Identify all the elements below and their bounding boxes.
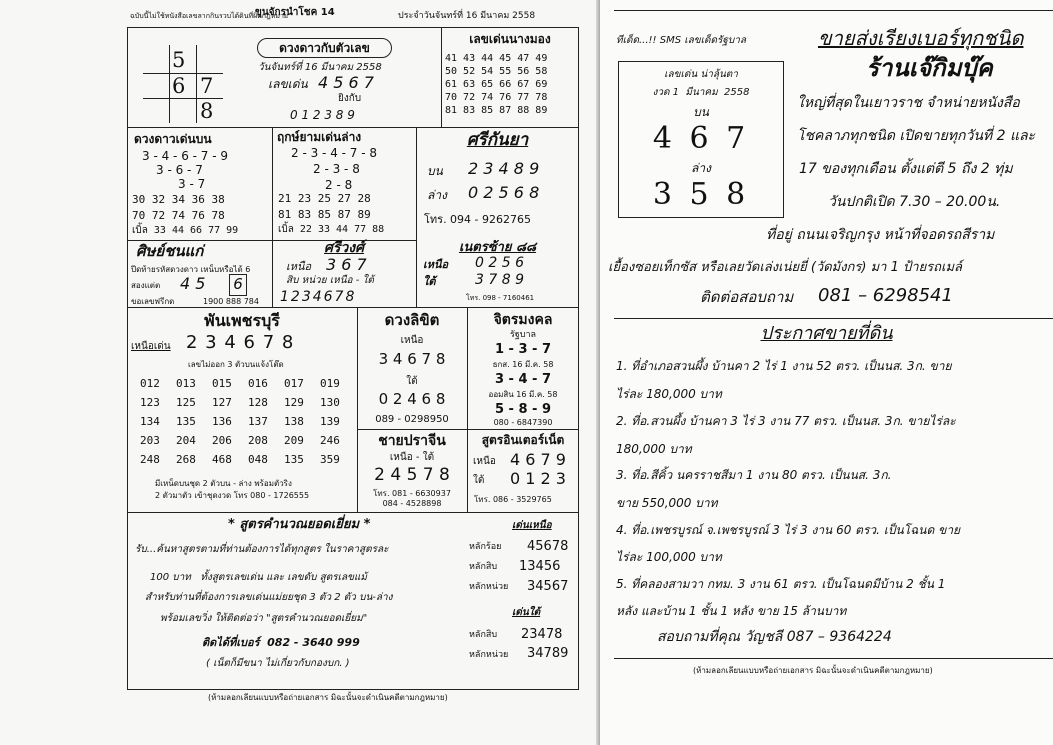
duanglikit-bottom-label: ใต้: [406, 376, 418, 387]
land-contact: สอบถามที่คุณ วัญชลี 087 – 9364224: [657, 629, 892, 645]
divider: [127, 127, 579, 128]
sms-top-label: บน: [693, 105, 709, 119]
phetchaburi-cell: 204: [176, 434, 196, 447]
sriwongsa-title: ศรีวงศ์: [324, 240, 364, 256]
north-value: 34567: [527, 579, 569, 594]
chitmongkol-line2: 3 - 4 - 7: [494, 372, 552, 387]
north-value: 13456: [519, 559, 561, 574]
srikanya-top-digits: 2 3 4 8 9: [468, 159, 540, 178]
phetchaburi-cell: 019: [320, 377, 340, 390]
sutrinter-top-digits: 4 6 7 9: [510, 450, 566, 469]
south-label: หลักสิบ: [469, 630, 498, 640]
sms-bottom-label: ล่าง: [691, 161, 711, 175]
phetchaburi-cell: 017: [284, 377, 304, 390]
daobon-line: 3 - 6 - 7: [156, 163, 203, 177]
phetchaburi-cell: 135: [284, 453, 304, 466]
daobon-row: 70 72 74 76 78: [132, 209, 225, 222]
grid-digit: 5: [172, 48, 186, 72]
south-value: 23478: [521, 627, 563, 642]
phetchaburi-cell: 248: [140, 453, 160, 466]
chitmongkol-sub: รัฐบาล: [509, 330, 537, 340]
netsatsai-phone: โทร. 098 - 7160461: [466, 294, 535, 302]
yamlang-line: 2 - 3 - 4 - 7 - 8: [291, 146, 378, 160]
phetchaburi-cell: 129: [284, 396, 304, 409]
land-item: 3. ที่อ.สีคิ้ว นครราชสีมา 1 งาน 80 ตรว. เป็นนส. 3ก.: [616, 468, 892, 482]
grid-digit: 8: [200, 99, 214, 123]
sitchon-digits: 4 5: [180, 274, 206, 293]
nangmong-row: 61 63 65 66 67 69: [445, 79, 548, 90]
duanglikit-phone: 089 - 0298950: [375, 414, 449, 425]
north-label: หลักร้อย: [469, 542, 502, 552]
star-shot-digits: 0 1 2 3 8 9: [290, 108, 355, 122]
chaiprachin-title: ชายปราจีน: [378, 433, 446, 449]
divider: [127, 307, 579, 308]
daobon-title: ดวงดาวเด่นบน: [134, 132, 212, 146]
sitchon-boxed-digit: 6: [233, 275, 243, 293]
nangmong-title: เลขเด่นนางมอง: [469, 32, 551, 46]
divider: [127, 512, 579, 513]
sriwongsa-top-digits: 3 6 7: [326, 255, 367, 274]
sutrinter-title: สูตรอินเตอร์เน็ต: [481, 433, 565, 447]
issue-date: ประจำวันจันทร์ที่ 16 มีนาคม 2558: [398, 11, 536, 21]
top-rule: [614, 10, 1053, 11]
land-item: 1. ที่อำเภอสวนผึ้ง บ้านคา 2 ไร่ 1 งาน 52 ตรว. เป็นนส. 3ก. ขาย: [616, 359, 952, 373]
formula-line: พร้อมเลขวิ่ง ให้ติดต่อว่า "สูตรคำนวณยอดเยี่ยม": [160, 613, 368, 624]
contact-phone: 081 – 6298541: [818, 285, 953, 306]
formula-line: ( เน็ตก็มีขนา ไม่เกี่ยวกับกองบก. ): [206, 658, 350, 669]
chitmongkol-note2: ออมสิน 16 มี.ค. 58: [488, 390, 558, 399]
formula-line: ติดได้ที่เบอร์ 082 - 3640 999: [202, 636, 360, 649]
chitmongkol-note1: ธกส. 16 มี.ค. 58: [492, 360, 554, 369]
land-item: 180,000 บาท: [616, 442, 692, 456]
phetchaburi-title: พันเพชรบุรี: [204, 311, 280, 330]
yamlang-row: 81 83 85 87 89: [278, 208, 371, 221]
netsatsai-top-label: เหนือ: [423, 258, 449, 271]
phetchaburi-cell: 203: [140, 434, 160, 447]
grid-digit: 6: [172, 74, 186, 98]
sutrinter-phone: โทร. 086 - 3529765: [474, 495, 552, 504]
duanglikit-bottom-digits: 0 2 4 6 8: [378, 390, 446, 408]
chaiprachin-digits: 2 4 5 7 8: [374, 465, 450, 485]
chaiprachin-sub: เหนือ - ใต้: [389, 452, 435, 463]
formula-line: 100 บาท ทั้งสูตรเลขเด่น และ เลขดับ สูตรเลขแม้: [150, 572, 368, 583]
ad-line: 17 ของทุกเดือน ตั้งแต่ตี 5 ถึง 2 ทุ่ม: [799, 161, 1013, 177]
yamlang-line: 2 - 8: [325, 178, 353, 192]
land-item: 4. ที่อ.เพชรบูรณ์ จ.เพชรบูรณ์ 3 ไร่ 3 งาน 60 ตรว. เป็นโฉนด ขาย: [616, 523, 961, 537]
ad-title2: ร้านเจ๊กิมบุ๊ค: [866, 54, 993, 82]
formula-south-header: เด่นใต้: [512, 607, 541, 618]
daobon-line: 3 - 7: [178, 177, 206, 191]
sutrinter-bottom-digits: 0 1 2 3: [510, 469, 566, 488]
sms-bottom-digits: 3 5 8: [652, 177, 750, 212]
sriwongsa-big: 1234678: [280, 289, 357, 305]
sutrinter-top-label: เหนือ: [473, 456, 496, 467]
grid-digit: 7: [200, 74, 214, 98]
nangmong-row: 70 72 74 76 77 78: [445, 92, 548, 103]
star-lead-digits: 4 5 6 7: [318, 73, 374, 92]
phetchaburi-cell: 123: [140, 396, 160, 409]
duanglikit-top-digits: 3 4 6 7 8: [378, 350, 446, 368]
netsatsai-top-digits: 0 2 5 6: [475, 255, 524, 271]
sitchon-label: สองแต่ต: [131, 281, 161, 290]
land-item: ไร่ละ 100,000 บาท: [616, 550, 722, 564]
sutrinter-bottom-label: ใต้: [473, 475, 485, 486]
srikanya-top-label: บน: [427, 164, 443, 178]
phetchaburi-cell: 209: [284, 434, 304, 447]
formula-north-header: เด่นเหนือ: [512, 520, 552, 531]
phetchaburi-cell: 134: [140, 415, 160, 428]
land-item: หลัง และบ้าน 1 ชั้น 1 หลัง ขาย 15 ล้านบาท: [616, 604, 847, 618]
phetchaburi-cell: 139: [320, 415, 340, 428]
chaiprachin-phone2: 084 - 4528898: [382, 499, 442, 508]
duanglikit-title: ดวงลิขิต: [384, 311, 440, 329]
formula-line: สำหรับท่านที่ต้องการเลขเด่นแม่ยยชุด 3 ตัว 2 ตัว บน-ล่าง: [145, 592, 393, 603]
divider: [272, 127, 273, 240]
chitmongkol-line1: 1 - 3 - 7: [494, 342, 552, 357]
star-lead-label: เลขเด่น: [268, 77, 308, 91]
north-value: 45678: [527, 539, 569, 554]
star-shot-label: ยิงกับ: [338, 93, 362, 104]
land-item: 5. ที่คลองสามวา กทม. 3 งาน 61 ตรว. เป็นโฉนดมีบ้าน 2 ชั้น 1: [616, 577, 946, 591]
phetchaburi-foot1: มีเหน็ดบนชุด 2 ตัวบน - ล่าง พร้อมตัวริง: [155, 479, 292, 488]
phetchaburi-cell: 268: [176, 453, 196, 466]
land-title: ประกาศขายที่ดิน: [760, 323, 893, 344]
netsatsai-title: เนตรซ้าย ๘๘: [458, 240, 537, 255]
south-label: หลักหน่วย: [469, 650, 509, 660]
phetchaburi-cell: 246: [320, 434, 340, 447]
srikanya-bottom-digits: 0 2 5 6 8: [468, 183, 540, 202]
sriwongsa-sub: สิบ หน่วย เหนือ - ใต้: [286, 275, 374, 286]
right-bottom-note: (ห้ามลอกเลียนแบบหรือถ่ายเอกสาร มิฉะนั้นจะดำเนินคดีตามกฎหมาย): [693, 666, 933, 675]
phetchaburi-cell: 208: [248, 434, 268, 447]
srikanya-phone: โทร. 094 - 9262765: [424, 213, 532, 226]
sitchon-contact: 1900 888 784: [203, 297, 259, 306]
sms-line2: งวด 1 มีนาคม 2558: [652, 87, 750, 98]
star-title: ดวงดาวกับตัวเลข: [279, 41, 370, 55]
nangmong-row: 41 43 44 45 47 49: [445, 53, 548, 64]
srikanya-title: ศรีกันยา: [466, 130, 529, 150]
daobon-row: 30 32 34 36 38: [132, 193, 225, 206]
phetchaburi-foot2: 2 ตัวมาตัว เข้าชุดงวด โทร 080 - 1726555: [155, 491, 310, 500]
phetchaburi-cell: 138: [284, 415, 304, 428]
land-item: ขาย 550,000 บาท: [616, 496, 718, 510]
contact-label: ติดต่อสอบถาม: [700, 288, 794, 306]
divider: [357, 429, 579, 430]
phetchaburi-cell: 468: [212, 453, 232, 466]
duanglikit-top-label: เหนือ: [400, 335, 424, 346]
divider: [614, 318, 1053, 319]
phetchaburi-lead-digits: 2 3 4 6 7 8: [186, 332, 295, 353]
grid-line: [169, 45, 170, 123]
formula-title: * สูตรคำนวณยอดเยี่ยม *: [228, 517, 371, 532]
chitmongkol-title: จิตรมงคล: [493, 312, 553, 328]
formula-line: รับ...ค้นหาสูตรตามที่ท่านต้องการได้ทุกสูตร ในราคาสูตรละ: [135, 544, 389, 555]
yamlang-row: 21 23 25 27 28: [278, 192, 371, 205]
phetchaburi-cell: 125: [176, 396, 196, 409]
nangmong-row: 81 83 85 87 88 89: [445, 105, 548, 116]
masthead: ขุนจักรนำโชค 14: [255, 7, 335, 18]
ad-title1: ขายส่งเรียงเบอร์ทุกชนิด: [818, 26, 1024, 50]
phetchaburi-cell: 016: [248, 377, 268, 390]
phetchaburi-cell: 136: [212, 415, 232, 428]
land-item: 2. ที่อ.สวนผึ้ง บ้านคา 3 ไร่ 3 งาน 77 ตรว. เป็นนส. 3ก. ขายไร่ละ: [616, 414, 956, 428]
sitchon-note: ปีดท้ายรหัสดวงดาว เหน็บหรือได้ 6: [131, 265, 251, 274]
sitchon-contact-label: ขอเลขฟรีกด: [131, 297, 175, 306]
grid-line: [196, 45, 197, 123]
daobon-line: 3 - 4 - 6 - 7 - 9: [142, 149, 229, 163]
netsatsai-bottom-digits: 3 7 8 9: [475, 272, 524, 288]
sms-header: ทีเด็ด...!! SMS เลขเด็ดรัฐบาล: [616, 35, 746, 46]
phetchaburi-cell: 048: [248, 453, 268, 466]
sms-top-digits: 4 6 7: [652, 121, 750, 156]
divider: [614, 658, 1053, 659]
divider: [416, 127, 417, 307]
phetchaburi-cell: 127: [212, 396, 232, 409]
ad-line: ใหญ่ที่สุดในเยาวราช จำหน่ายหนังสือ: [797, 95, 1020, 111]
land-item: ไร่ละ 180,000 บาท: [616, 387, 722, 401]
phetchaburi-cell: 137: [248, 415, 268, 428]
ad-address2: เยื้องซอยเท็กซัส หรือเลยวัดเล่งเน่ยยี่ (วัดมังกร) มา 1 ป้ายรถเมล์: [608, 260, 963, 275]
yamlang-footer: เบิ้ล 22 33 44 77 88: [278, 224, 385, 235]
phetchaburi-note: เลขไม่ออก 3 ตัวบนแจ้งโต๊ด: [188, 360, 284, 369]
ad-line: วันปกติเปิด 7.30 – 20.00น.: [828, 194, 1001, 210]
south-value: 34789: [527, 646, 569, 661]
phetchaburi-cell: 013: [176, 377, 196, 390]
star-date: วันจันทร์ที่ 16 มีนาคม 2558: [258, 62, 382, 73]
phetchaburi-cell: 359: [320, 453, 340, 466]
sriwongsa-top-label: เหนือ: [286, 260, 312, 273]
phetchaburi-cell: 135: [176, 415, 196, 428]
phetchaburi-cell: 128: [248, 396, 268, 409]
right-page: [600, 0, 1053, 745]
phetchaburi-cell: 130: [320, 396, 340, 409]
srikanya-bottom-label: ล่าง: [427, 188, 447, 202]
daobon-footer: เบิ้ล 33 44 66 77 99: [132, 225, 239, 236]
phetchaburi-lead-label: เหนือเด่น: [131, 341, 171, 352]
north-label: หลักสิบ: [469, 562, 498, 572]
sitchon-title: ศิษย์ชนแก่: [136, 242, 204, 260]
left-bottom-note: (ห้ามลอกเลียนแบบหรือถ่ายเอกสาร มิฉะนั้นจะดำเนินคดีตามกฎหมาย): [208, 693, 448, 702]
sms-line1: เลขเด่น น่าลุ้นตา: [664, 69, 738, 80]
chitmongkol-phone: 080 - 6847390: [493, 418, 553, 427]
ad-address1: ที่อยู่ ถนนเจริญกรุง หน้าที่จอดรถสีราม: [766, 227, 995, 243]
netsatsai-bottom-label: ใต้: [423, 275, 436, 288]
yamlang-line: 2 - 3 - 8: [313, 162, 360, 176]
chitmongkol-line3: 5 - 8 - 9: [494, 402, 552, 417]
yamlang-title: ฤกษ์ยามเด่นล่าง: [277, 130, 362, 144]
north-label: หลักหน่วย: [469, 582, 509, 592]
top-note: ฉบับนี้ไม่ใช้หนังสือเลขลากกินรวบได้ดินที่ผิดกฎหมาย: [130, 12, 288, 20]
ad-line: โชคลาภทุกชนิด เปิดขายทุกวันที่ 2 และ: [797, 128, 1036, 144]
phetchaburi-cell: 012: [140, 377, 160, 390]
nangmong-row: 50 52 54 55 56 58: [445, 66, 548, 77]
phetchaburi-cell: 015: [212, 377, 232, 390]
phetchaburi-cell: 206: [212, 434, 232, 447]
chaiprachin-phone1: โทร. 081 - 6630937: [373, 489, 451, 498]
